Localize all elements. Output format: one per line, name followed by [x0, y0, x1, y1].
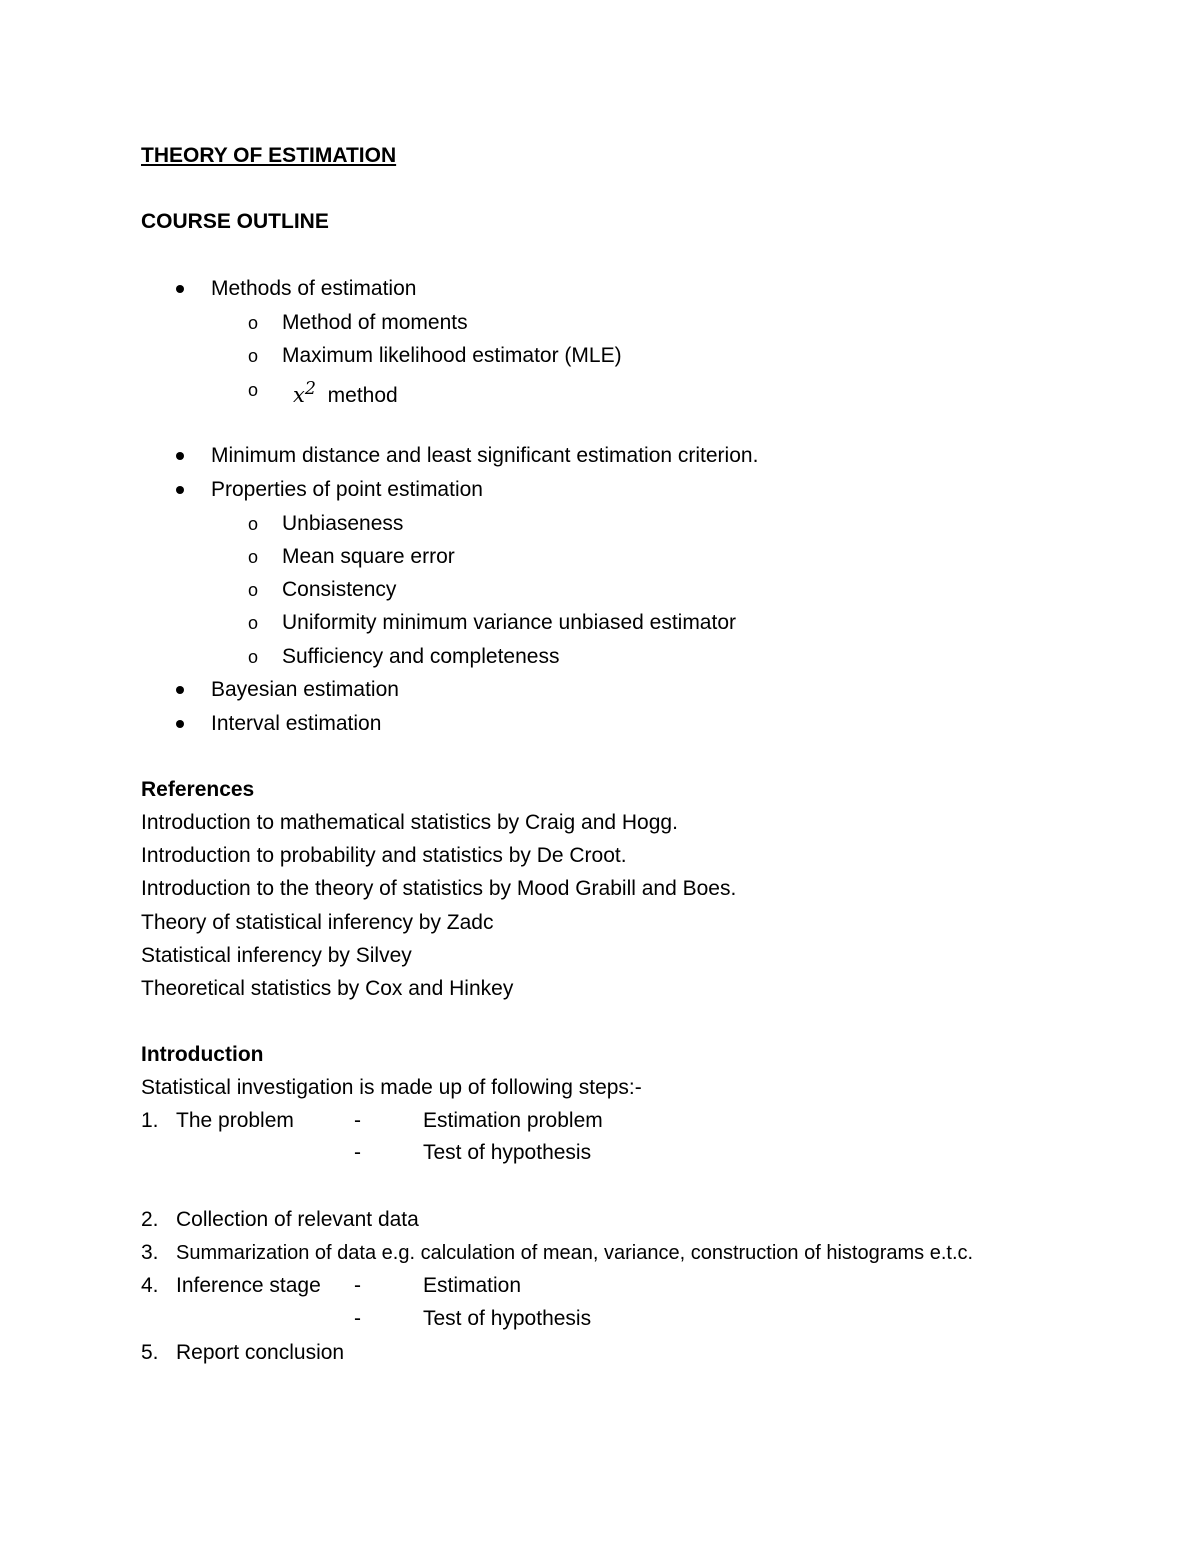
introduction-lead: Statistical investigation is made up of following steps:-: [141, 1076, 642, 1099]
step-summarization: Summarization of data e.g. calculation of mean, variance, construction of histograms e.t.c.: [176, 1242, 974, 1264]
outline-item-interval: Interval estimation: [211, 712, 382, 735]
step-dash: -: [354, 1274, 361, 1297]
references-heading: References: [141, 778, 255, 801]
step-problem: The problem: [176, 1109, 294, 1132]
reference-item: Theory of statistical inferency by Zadc: [141, 911, 494, 934]
reference-item: Statistical inferency by Silvey: [141, 944, 412, 967]
bullet-dot-icon: [176, 285, 184, 293]
bullet-dot-icon: [176, 720, 184, 728]
sub-bullet-icon: o: [248, 580, 259, 600]
step-inference-estimation: Estimation: [423, 1274, 522, 1297]
outline-item-methods: Methods of estimation: [211, 277, 417, 300]
sub-bullet-icon: o: [248, 647, 259, 667]
step-dash: -: [354, 1307, 361, 1330]
document-title: THEORY OF ESTIMATION: [141, 144, 397, 167]
reference-item: Introduction to the theory of statistics by Mood Grabill and Boes.: [141, 877, 737, 900]
chi-method-label: method: [327, 384, 398, 407]
sub-bullet-icon: o: [248, 613, 259, 633]
outline-subitem-unbiaseness: Unbiaseness: [282, 512, 404, 535]
step-problem-hypothesis: Test of hypothesis: [423, 1141, 592, 1164]
course-outline-heading: COURSE OUTLINE: [141, 210, 329, 233]
introduction-heading: Introduction: [141, 1043, 264, 1066]
sub-bullet-icon: o: [248, 514, 259, 534]
outline-subitem-umvue: Uniformity minimum variance unbiased estimator: [282, 611, 736, 634]
math-x: x: [293, 383, 305, 407]
reference-item: Introduction to probability and statistics by De Croot.: [141, 844, 627, 867]
bullet-dot-icon: [176, 686, 184, 694]
step-dash: -: [354, 1141, 361, 1164]
outline-subitem-moments: Method of moments: [282, 311, 468, 334]
step-inference-hypothesis: Test of hypothesis: [423, 1307, 592, 1330]
sub-bullet-icon: o: [248, 346, 259, 366]
step-number: 1.: [141, 1109, 159, 1132]
reference-item: Theoretical statistics by Cox and Hinkey: [141, 977, 514, 1000]
bullet-dot-icon: [176, 486, 184, 494]
sub-bullet-icon: o: [248, 380, 259, 400]
step-number: 3.: [141, 1241, 159, 1264]
step-dash: -: [354, 1109, 361, 1132]
step-report: Report conclusion: [176, 1341, 345, 1364]
step-number: 2.: [141, 1208, 159, 1231]
step-inference: Inference stage: [176, 1274, 321, 1297]
outline-item-properties: Properties of point estimation: [211, 478, 483, 501]
outline-item-minimum-distance: Minimum distance and least significant estimation criterion.: [211, 444, 759, 467]
outline-subitem-consistency: Consistency: [282, 578, 397, 601]
outline-subitem-mse: Mean square error: [282, 545, 455, 568]
sub-bullet-icon: o: [248, 547, 259, 567]
outline-subitem-sufficiency: Sufficiency and completeness: [282, 645, 560, 668]
outline-item-bayesian: Bayesian estimation: [211, 678, 399, 701]
reference-item: Introduction to mathematical statistics by Craig and Hogg.: [141, 811, 678, 834]
outline-subitem-mle: Maximum likelihood estimator (MLE): [282, 344, 622, 367]
sub-bullet-icon: o: [248, 313, 259, 333]
step-number: 5.: [141, 1341, 159, 1364]
bullet-dot-icon: [176, 452, 184, 460]
step-number: 4.: [141, 1274, 159, 1297]
step-problem-estimation: Estimation problem: [423, 1109, 603, 1132]
math-superscript: 2: [304, 379, 316, 399]
step-collection: Collection of relevant data: [176, 1208, 419, 1231]
outline-subitem-chi-square: [293, 376, 398, 409]
